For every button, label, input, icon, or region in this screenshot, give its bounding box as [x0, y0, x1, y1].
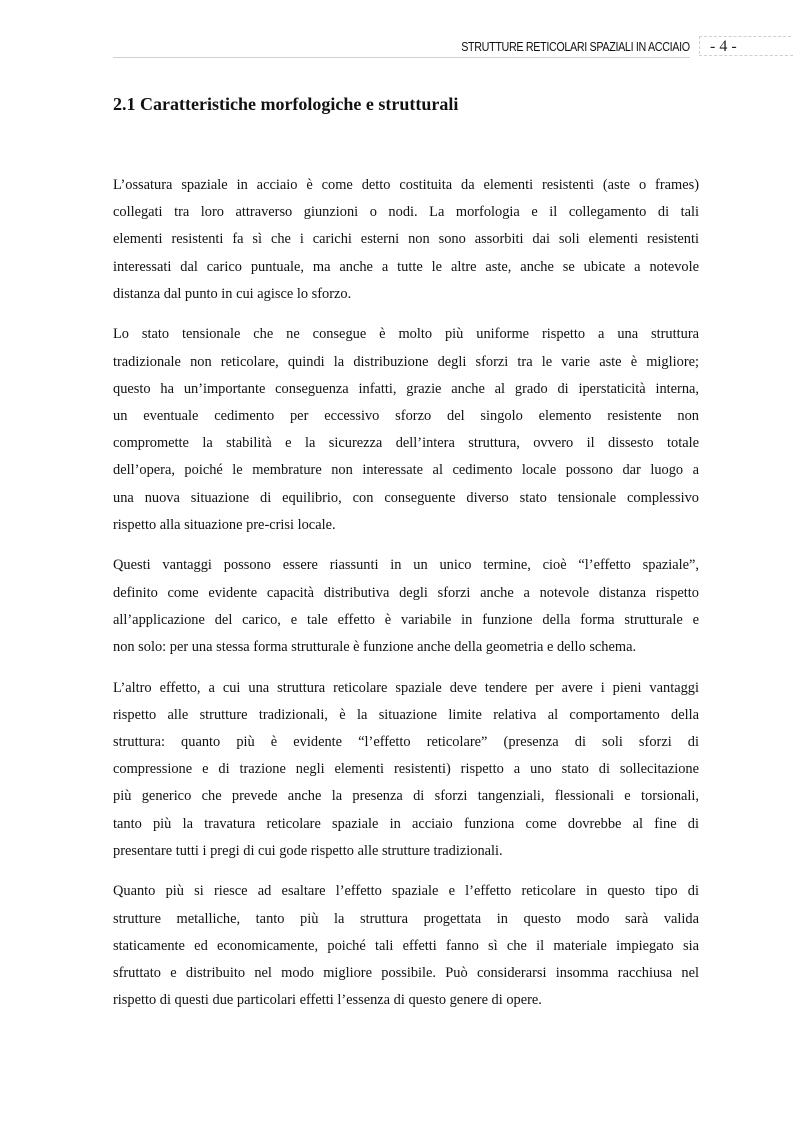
text-line: all’applicazione del carico, e tale effetto è variabile in funzione della forma strutturale e — [113, 611, 699, 628]
text-line: più generico che prevede anche la presenza di sforzi tangenziali, flessionali e torsionali, — [113, 788, 699, 805]
text-line: collegati tra loro attraverso giunzioni o nodi. La morfologia e il collegamento di tali — [113, 204, 699, 221]
page-number-box-edge — [699, 55, 793, 56]
text-line: distanza dal punto in cui agisce lo sforzo. — [113, 285, 352, 302]
paragraph — [113, 172, 699, 308]
header-rule — [113, 57, 690, 58]
text-line: Quanto più si riesce ad esaltare l’effetto spaziale e l’effetto reticolare in questo tipo di — [113, 883, 699, 900]
running-title: STRUTTURE RETICOLARI SPAZIALI IN ACCIAIO — [461, 40, 690, 54]
paragraph — [113, 878, 699, 1014]
text-line: compressione e di trazione negli elementi resistenti) rispetto a uno stato di sollecitazione — [113, 761, 699, 778]
text-line: interessati dal carico puntuale, ma anche a tutte le altre aste, anche se ubicate a notevole — [113, 258, 699, 275]
text-line: non solo: per una stessa forma strutturale è funzione anche della geometria e dello schema. — [113, 639, 637, 656]
text-line: staticamente ed economicamente, poiché tali effetti fanno sì che il materiale impiegato sia — [113, 937, 699, 954]
paragraph — [113, 552, 699, 661]
text-line: rispetto alla situazione pre-crisi locale. — [113, 516, 336, 533]
paragraph — [113, 321, 699, 539]
text-line: tanto più la travatura reticolare spaziale in acciaio funziona come dovrebbe al fine di — [113, 815, 699, 832]
text-line: L’ossatura spaziale in acciaio è come detto costituita da elementi resistenti (aste o frames) — [113, 177, 699, 193]
text-line: strutture metalliche, tanto più la struttura progettata in questo modo sarà valida — [113, 910, 699, 927]
text-line: elementi resistenti fa sì che i carichi esterni non sono assorbiti dai soli elementi resistenti — [113, 231, 699, 248]
text-line: presentare tutti i pregi di cui gode rispetto alle strutture tradizionali. — [113, 842, 503, 859]
text-line: questo ha un’importante conseguenza infatti, grazie anche al grado di iperstaticità interna, — [113, 380, 699, 397]
text-line: rispetto alle strutture tradizionali, è la situazione limite relativa al comportamento della — [113, 706, 699, 723]
text-line: sfruttato e distribuito nel modo migliore possibile. Può considerarsi insomma racchiusa nel — [113, 965, 699, 982]
text-line: tradizionale non reticolare, quindi la distribuzione degli sforzi tra le varie aste è migliore; — [113, 353, 699, 370]
text-line: un eventuale cedimento per eccessivo sforzo del singolo elemento resistente non — [113, 408, 699, 425]
section-title: 2.1 Caratteristiche morfologiche e strutturali — [113, 94, 459, 114]
text-line: una nuova situazione di equilibrio, con conseguente diverso stato tensionale complessivo — [113, 489, 699, 506]
text-line: rispetto di questi due particolari effetti l’essenza di questo genere di opere. — [113, 992, 542, 1009]
body-text — [113, 172, 699, 1028]
text-line: Lo stato tensionale che ne consegue è molto più uniforme rispetto a una struttura — [113, 326, 699, 343]
text-line: definito come evidente capacità distributiva degli sforzi anche a notevole distanza rispetto — [113, 584, 699, 601]
text-line: dell’opera, poiché le membrature non interessate al cedimento locale possono dar luogo a — [113, 462, 699, 479]
page-header — [0, 36, 793, 58]
text-line: Questi vantaggi possono essere riassunti in un unico termine, cioè “l’effetto spaziale”, — [113, 557, 699, 574]
page-number: - 4 - — [699, 36, 791, 54]
paragraph — [113, 675, 699, 865]
text-line: L’altro effetto, a cui una struttura reticolare spaziale deve tendere per avere i pieni vantaggi — [113, 679, 699, 696]
text-line: compromette la stabilità e la sicurezza dell’intera struttura, ovvero il dissesto totale — [113, 435, 699, 452]
text-line: struttura: quanto più è evidente “l’effetto reticolare” (presenza di soli sforzi di — [113, 734, 699, 751]
